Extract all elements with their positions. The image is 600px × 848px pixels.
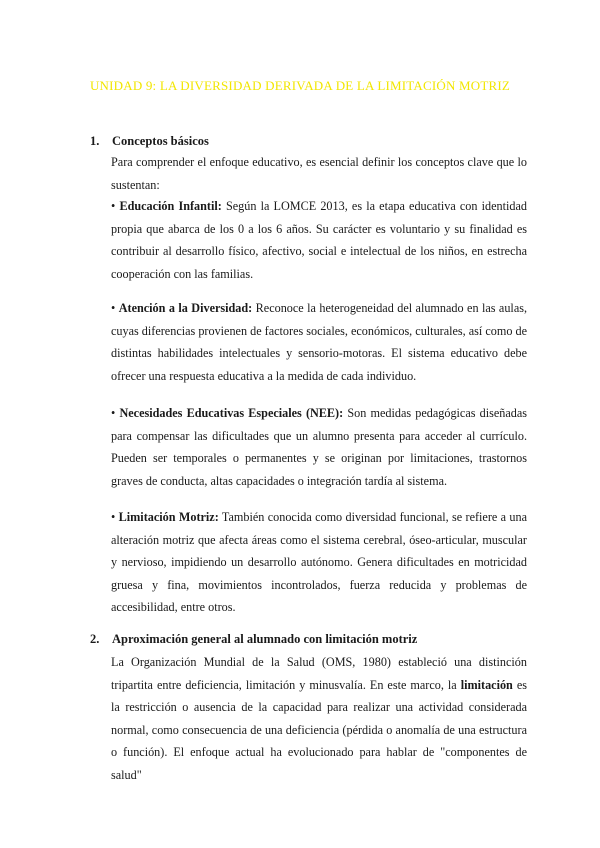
section-1-intro: Para comprender el enfoque educativo, es esencial definir los conceptos clave que lo sustentan: bbox=[111, 155, 527, 192]
item-atencion-diversidad bbox=[111, 297, 527, 387]
section-2-title: Aproximación general al alumnado con limitación motriz bbox=[112, 632, 418, 646]
item-term: Atención a la Diversidad: bbox=[118, 301, 253, 315]
bullet: • bbox=[111, 510, 116, 524]
item-term: Educación Infantil: bbox=[119, 199, 222, 213]
document-title: UNIDAD 9: LA DIVERSIDAD DERIVADA DE LA LIMITACIÓN MOTRIZ bbox=[89, 78, 511, 93]
item-text: Según la LOMCE 2013, es la etapa educativa con identidad propia que abarca de los 0 a los 6 años. Su carácter es voluntario y su finalidad es contribuir al desarrollo físico, afectivo, social e intelectual de los niños, en estrecha cooperación con las familias. bbox=[111, 199, 527, 281]
paragraph-text-after: es la restricción o ausencia de la capacidad para realizar una actividad considerada normal, como consecuencia de una deficiencia (pérdida o anomalía de una estructura o función). El enfoque actual ha evolucionado para hablar de "componentes de salud" bbox=[111, 677, 528, 782]
item-text: También conocida como diversidad funcional, se refiere a una alteración motriz que afecta áreas como el sistema cerebral, óseo-articular, muscular y nervioso, impidiendo un desarrollo autónomo. Genera dificultades en motricidad gruesa y fina, movimientos incontrolados, fuerza reducida y problemas de accesibilidad, entre otros. bbox=[111, 510, 528, 614]
paragraph-text-before: La Organización Mundial de la Salud (OMS, 1980) estableció una distinción tripartita entre deficiencia, limitación y minusvalía. En este marco, la bbox=[111, 655, 527, 692]
item-educacion-infantil bbox=[111, 195, 527, 285]
bullet: • bbox=[111, 199, 116, 213]
bullet: • bbox=[111, 406, 116, 420]
section-1-number: 1. bbox=[90, 134, 100, 148]
section-1-title: Conceptos básicos bbox=[112, 134, 209, 148]
item-term: Necesidades Educativas Especiales (NEE): bbox=[119, 406, 344, 420]
item-nee bbox=[111, 402, 527, 492]
paragraph-bold-term: limitación bbox=[460, 677, 513, 692]
section-2-paragraph bbox=[111, 651, 527, 786]
section-1-heading bbox=[90, 134, 209, 149]
item-limitacion-motriz bbox=[111, 506, 527, 619]
item-text: Reconoce la heterogeneidad del alumnado en las aulas, cuyas diferencias provienen de factores sociales, económicos, culturales, así como de distintas habilidades intelectuales y sensorio-motoras. El sistema educativo debe ofrecer una respuesta educativa a la medida de cada individuo. bbox=[111, 301, 528, 383]
item-text: Son medidas pedagógicas diseñadas para compensar las dificultades que un alumno presenta para acceder al currículo. Pueden ser temporales o permanentes y se originan por limitaciones, trastornos graves de conducta, altas capacidades o integración tardía al sistema. bbox=[111, 406, 528, 488]
section-2-heading bbox=[90, 632, 417, 647]
item-term: Limitación Motriz: bbox=[118, 510, 219, 524]
bullet: • bbox=[111, 301, 116, 315]
section-2-number: 2. bbox=[90, 632, 100, 646]
